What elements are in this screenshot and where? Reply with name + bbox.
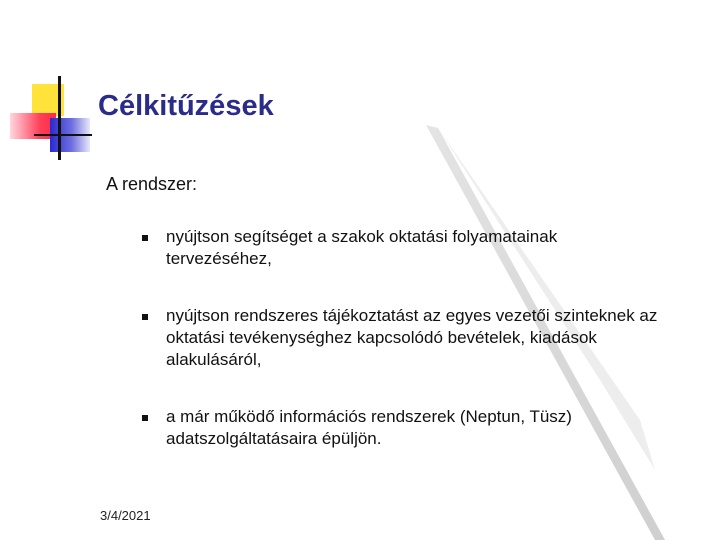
square-bullet-icon <box>142 235 148 241</box>
square-bullet-icon <box>142 314 148 320</box>
slide-date: 3/4/2021 <box>100 508 151 523</box>
list-item <box>140 406 660 450</box>
list-item <box>140 226 660 270</box>
square-bullet-icon <box>142 415 148 421</box>
lead-text: A rendszer: <box>106 174 198 194</box>
bullet-text: a már működő információs rendszerek (Neptun, Tüsz) adatszolgáltatásaira épüljön. <box>166 407 572 448</box>
bullet-text: nyújtson rendszeres tájékoztatást az egyes vezetői szinteknek az oktatási tevékenységhez kapcsolódó bevételek, kiadások alakulásáról, <box>166 306 658 369</box>
bullet-list <box>140 226 660 450</box>
bullet-text: nyújtson segítséget a szakok oktatási folyamatainak tervezéséhez, <box>166 227 558 268</box>
list-item <box>140 305 660 371</box>
slide-title: Célkitűzések <box>98 90 274 122</box>
